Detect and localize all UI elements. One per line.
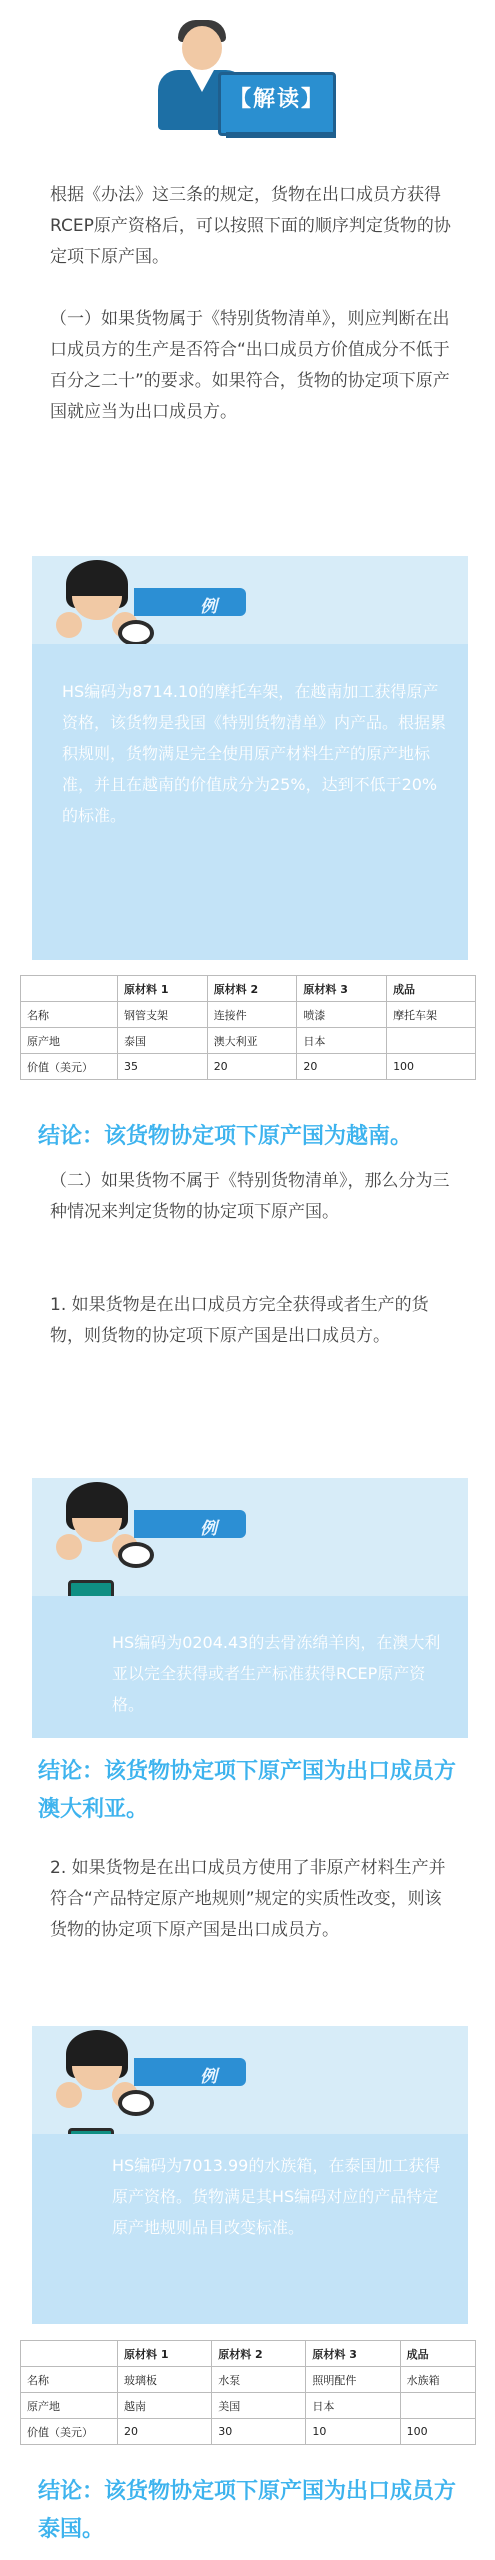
example-tag	[134, 2058, 246, 2086]
coffee-cup-icon	[118, 1542, 154, 1568]
table-row: 原产地 泰国 澳大利亚 日本	[21, 1028, 476, 1054]
hand-icon	[56, 612, 82, 638]
example-tag-label: 例	[200, 597, 217, 617]
conclusion-3: 结论：该货物协定项下原产国为出口成员方泰国。	[38, 2479, 457, 2542]
table-row: 价值（美元） 20 30 10 100	[21, 2419, 476, 2445]
intro-paragraph-2: （一）如果货物属于《特别货物清单》，则应判断在出口成员方的生产是否符合“出口成员方价值成分不低于百分之二十”的要求。如果符合，货物的协定项下原产国就应当为出口成员方。	[50, 309, 450, 422]
example-3-text: HS编码为7013.99的水族箱，在泰国加工获得原产资格。货物满足其HS编码对应的产品特定原产地规则品目改变标准。	[112, 2156, 441, 2237]
table-row: 名称 钢管支架 连接件 喷漆 摩托车架	[21, 1002, 476, 1028]
section-label: 【解读】	[228, 87, 325, 112]
coffee-cup-icon	[118, 2090, 154, 2116]
example-tag	[134, 1510, 246, 1538]
example-1-table	[20, 975, 476, 1080]
table-row: 价值（美元） 35 20 20 100	[21, 1054, 476, 1080]
hand-icon	[56, 2082, 82, 2108]
example-1-text: HS编码为8714.10的摩托车架，在越南加工获得原产资格，该货物是我国《特别货物清单》内产品。根据累积规则，货物满足完全使用原产材料生产的原产地标准，并且在越南的价值成分为25%，达到不低于20%的标准。	[62, 682, 447, 825]
hand-icon	[56, 1534, 82, 1560]
example-3-table	[20, 2340, 476, 2445]
example-tag-label: 例	[200, 1519, 217, 1539]
conclusion-1: 结论：该货物协定项下原产国为越南。	[38, 1124, 413, 1149]
intro-paragraph-1: 根据《办法》这三条的规定，货物在出口成员方获得RCEP原产资格后，可以按照下面的顺序判定货物的协定项下原产国。	[50, 185, 451, 267]
table-row: 原产地 越南 美国 日本	[21, 2393, 476, 2419]
table-header-row: 原材料 1 原材料 2 原材料 3 成品	[21, 2341, 476, 2367]
table-row: 名称 玻璃板 水泵 照明配件 水族箱	[21, 2367, 476, 2393]
example-tag	[134, 588, 246, 616]
section-2-paragraph-2: 1. 如果货物是在出口成员方完全获得或者生产的货物，则货物的协定项下原产国是出口成员方。	[50, 1295, 429, 1346]
example-2-text: HS编码为0204.43的去骨冻绵羊肉，在澳大利亚以完全获得或者生产标准获得RCEP原产资格。	[112, 1633, 441, 1714]
section-2-paragraph-1: （二）如果货物不属于《特别货物清单》，那么分为三种情况来判定货物的协定项下原产国。	[50, 1171, 450, 1222]
table-header-row: 原材料 1 原材料 2 原材料 3 成品	[21, 976, 476, 1002]
coffee-cup-icon	[118, 620, 154, 646]
conclusion-2: 结论：该货物协定项下原产国为出口成员方澳大利亚。	[38, 1759, 457, 1822]
section-3-paragraph-1: 2. 如果货物是在出口成员方使用了非原产材料生产并符合“产品特定原产地规则”规定的实质性改变，则该货物的协定项下原产国是出口成员方。	[50, 1858, 446, 1940]
example-tag-label: 例	[200, 2067, 217, 2087]
teacher-avatar	[182, 26, 222, 70]
laptop-stand	[226, 132, 336, 138]
